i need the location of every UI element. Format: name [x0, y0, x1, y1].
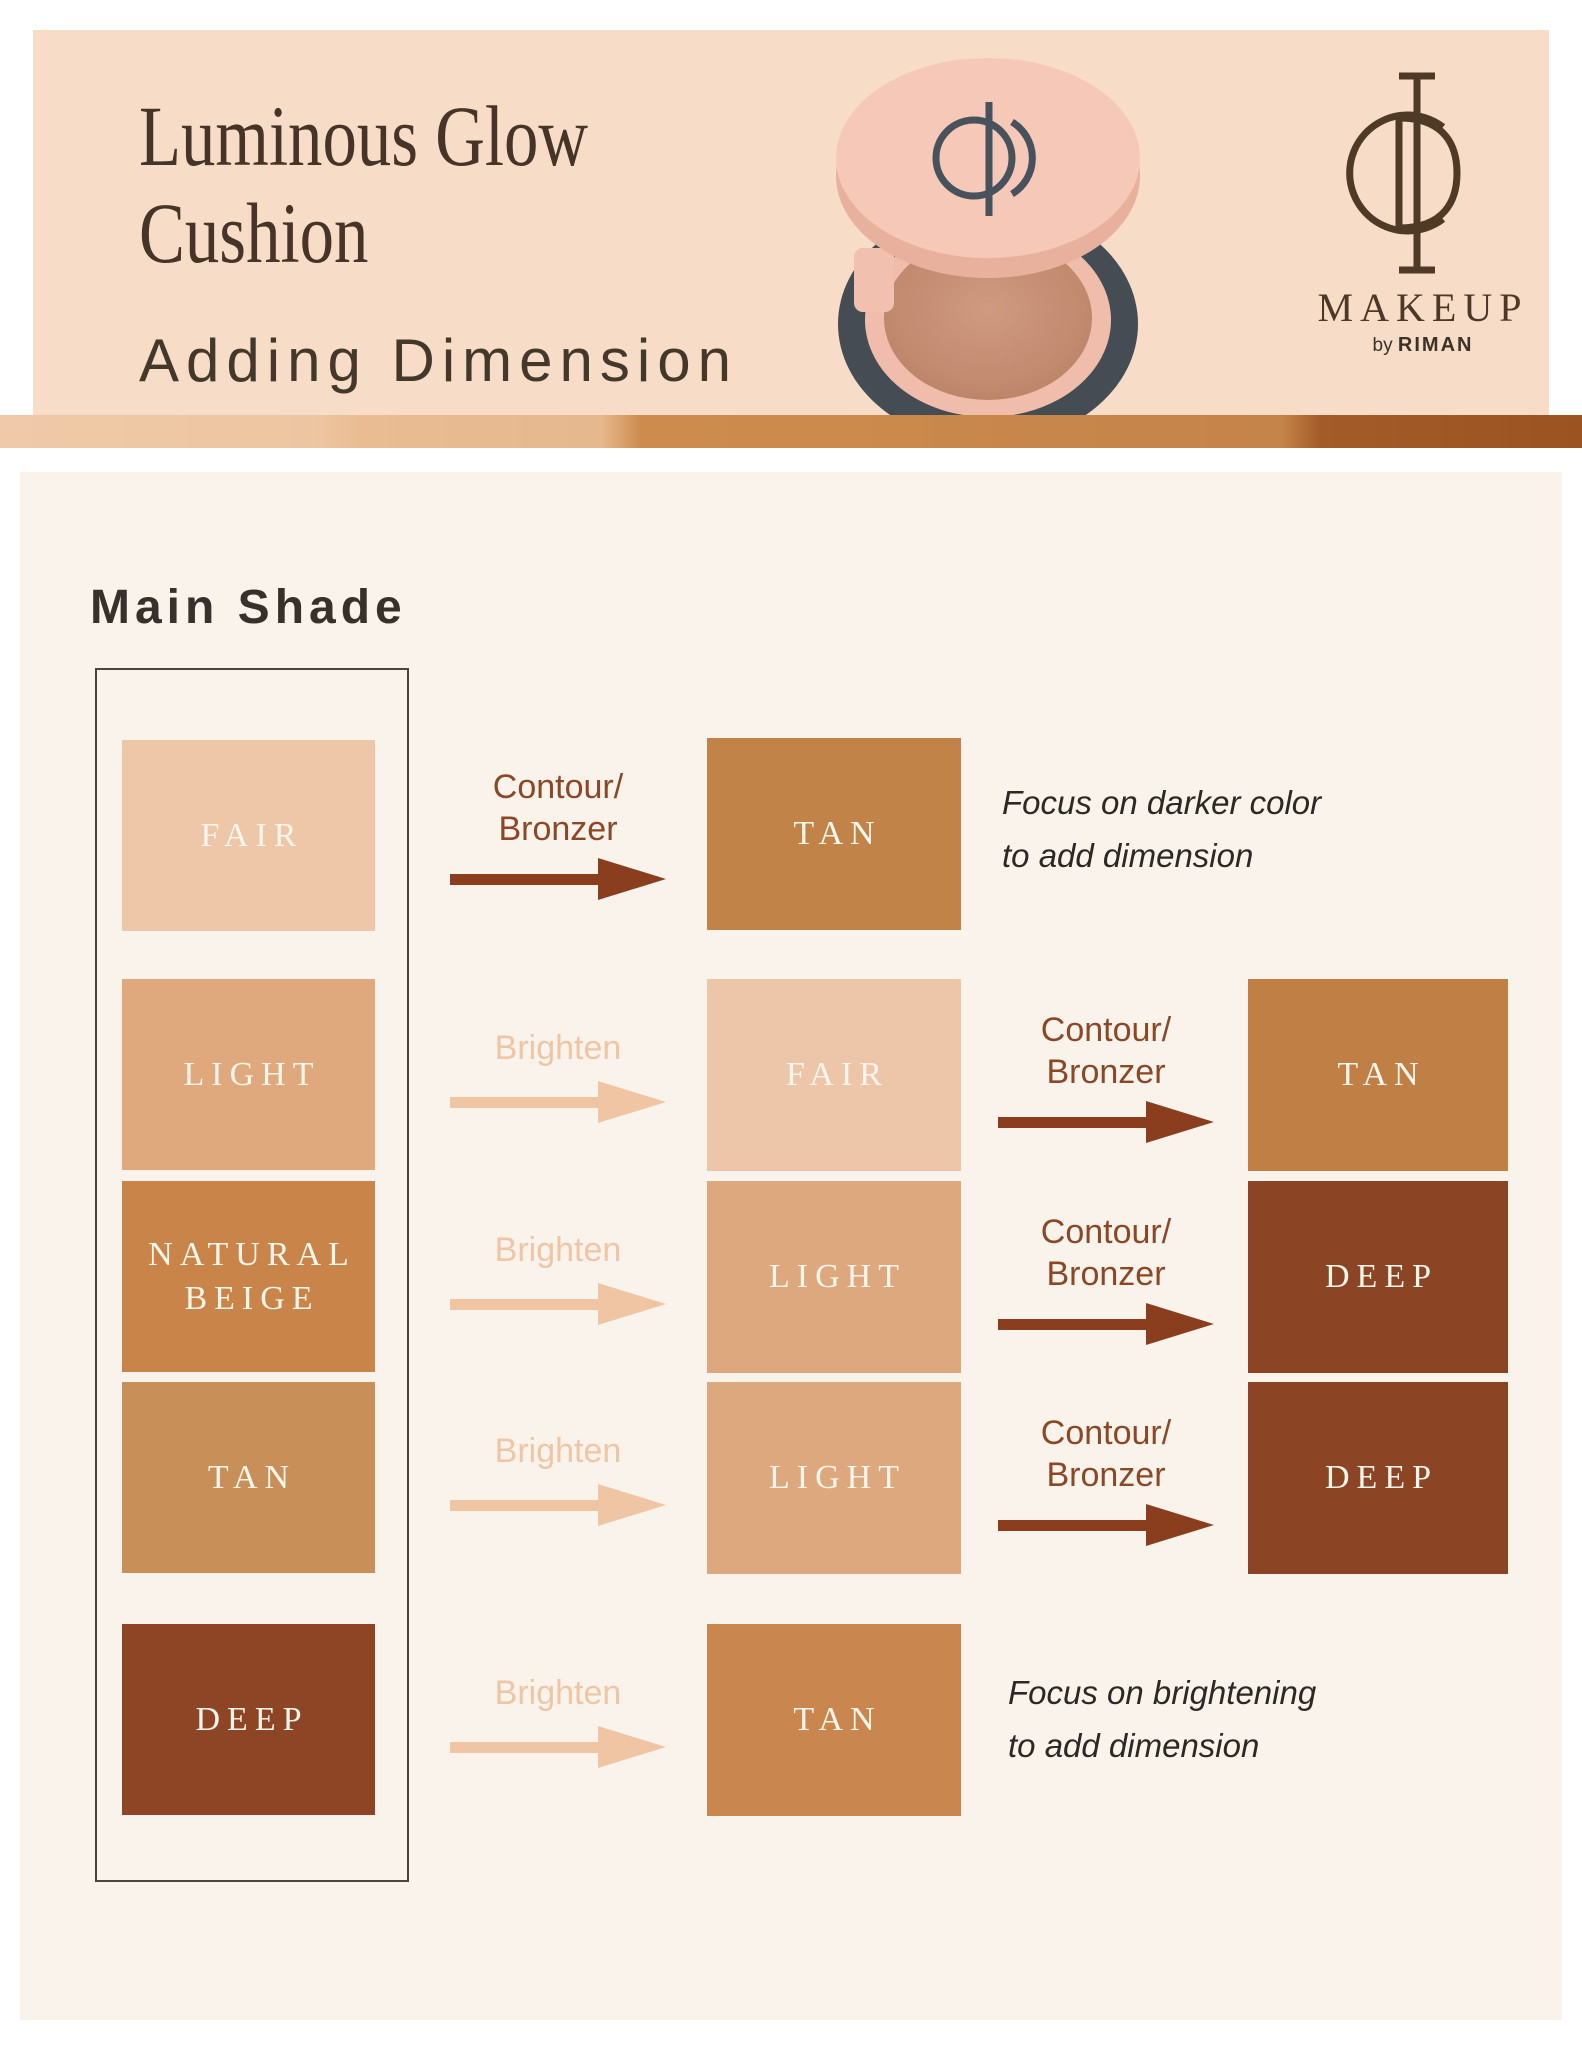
action-contour-bronzer — [986, 1009, 1226, 1143]
swatch-label: DEEP — [195, 1700, 309, 1738]
action-label-line: Bronzer — [1046, 1456, 1166, 1494]
brand-byline — [1298, 334, 1548, 357]
title-line-2: Cushion — [139, 185, 369, 281]
final-shade-swatch-deep — [1248, 1181, 1508, 1373]
page-title — [139, 88, 588, 282]
main-shade-swatch-light — [122, 979, 375, 1170]
action-label-line: Bronzer — [1046, 1255, 1166, 1293]
action-label-line: Brighten — [494, 1029, 622, 1067]
swatch-label: TAN — [793, 815, 882, 852]
header-panel — [33, 30, 1549, 415]
note-line: Focus on darker color — [1002, 784, 1322, 821]
note-line: to add dimension — [1002, 837, 1254, 874]
arrow-right-icon — [450, 1484, 666, 1526]
byline-prefix: by — [1372, 335, 1393, 356]
brand-monogram-icon — [1333, 68, 1487, 278]
swatch-label: LIGHT — [183, 1055, 321, 1093]
swatch-label-line: BEIGE — [184, 1279, 320, 1317]
shade-gradient-band — [0, 415, 1582, 448]
action-label-line: Contour/ — [492, 768, 624, 806]
action-brighten — [438, 1027, 678, 1123]
swatch-label: TAN — [1337, 1056, 1426, 1093]
arrow-right-icon — [450, 858, 666, 900]
main-shade-swatch-natural-beige — [122, 1181, 375, 1372]
arrow-right-icon — [450, 1081, 666, 1123]
arrow-right-icon — [998, 1504, 1214, 1546]
arrow-right-icon — [998, 1303, 1214, 1345]
action-contour-bronzer — [438, 766, 678, 900]
swatch-label: DEEP — [1325, 1258, 1438, 1295]
final-shade-swatch-tan — [1248, 979, 1508, 1171]
cushion-compact-image — [828, 52, 1148, 452]
action-label-line: Brighten — [494, 1674, 622, 1712]
result-shade-swatch-tan — [707, 1624, 961, 1816]
swatch-label: LIGHT — [769, 1459, 906, 1496]
byline-name: RIMAN — [1397, 334, 1474, 356]
swatch-label: TAN — [207, 1458, 297, 1496]
result-shade-swatch-fair — [707, 979, 961, 1171]
swatch-label: LIGHT — [769, 1258, 906, 1295]
swatch-label: FAIR — [200, 816, 304, 854]
swatch-label-line: NATURAL — [148, 1235, 356, 1273]
result-shade-swatch-light — [707, 1382, 961, 1574]
action-contour-bronzer — [986, 1211, 1226, 1345]
action-label-line: Contour/ — [1040, 1414, 1172, 1452]
action-label-line: Contour/ — [1040, 1011, 1172, 1049]
note-darker-color — [1002, 776, 1321, 882]
subtitle: Adding Dimension — [139, 327, 738, 394]
note-line: to add dimension — [1008, 1727, 1260, 1764]
main-shade-swatch-tan — [122, 1382, 375, 1573]
arrow-right-icon — [450, 1726, 666, 1768]
result-shade-swatch-tan — [707, 738, 961, 930]
note-brightening — [1008, 1666, 1316, 1772]
section-heading: Main Shade — [90, 581, 407, 634]
final-shade-swatch-deep — [1248, 1382, 1508, 1574]
action-label-line: Brighten — [494, 1432, 622, 1470]
action-brighten — [438, 1672, 678, 1768]
result-shade-swatch-light — [707, 1181, 961, 1373]
arrow-right-icon — [998, 1101, 1214, 1143]
action-label-line: Bronzer — [498, 810, 618, 848]
swatch-label: TAN — [793, 1701, 882, 1738]
action-brighten — [438, 1430, 678, 1526]
action-brighten — [438, 1229, 678, 1325]
title-line-1: Luminous Glow — [139, 88, 589, 184]
brand-wordmark: MAKEUP — [1317, 285, 1529, 330]
note-line: Focus on brightening — [1008, 1674, 1317, 1711]
compact-hinge — [854, 248, 894, 312]
action-label-line: Contour/ — [1040, 1213, 1172, 1251]
swatch-label: FAIR — [786, 1056, 889, 1093]
main-shade-swatch-deep — [122, 1624, 375, 1815]
swatch-label: DEEP — [1325, 1459, 1438, 1496]
action-label-line: Bronzer — [1046, 1053, 1166, 1091]
action-label-line: Brighten — [494, 1231, 622, 1269]
main-shade-swatch-fair — [122, 740, 375, 931]
arrow-right-icon — [450, 1283, 666, 1325]
action-contour-bronzer — [986, 1412, 1226, 1546]
